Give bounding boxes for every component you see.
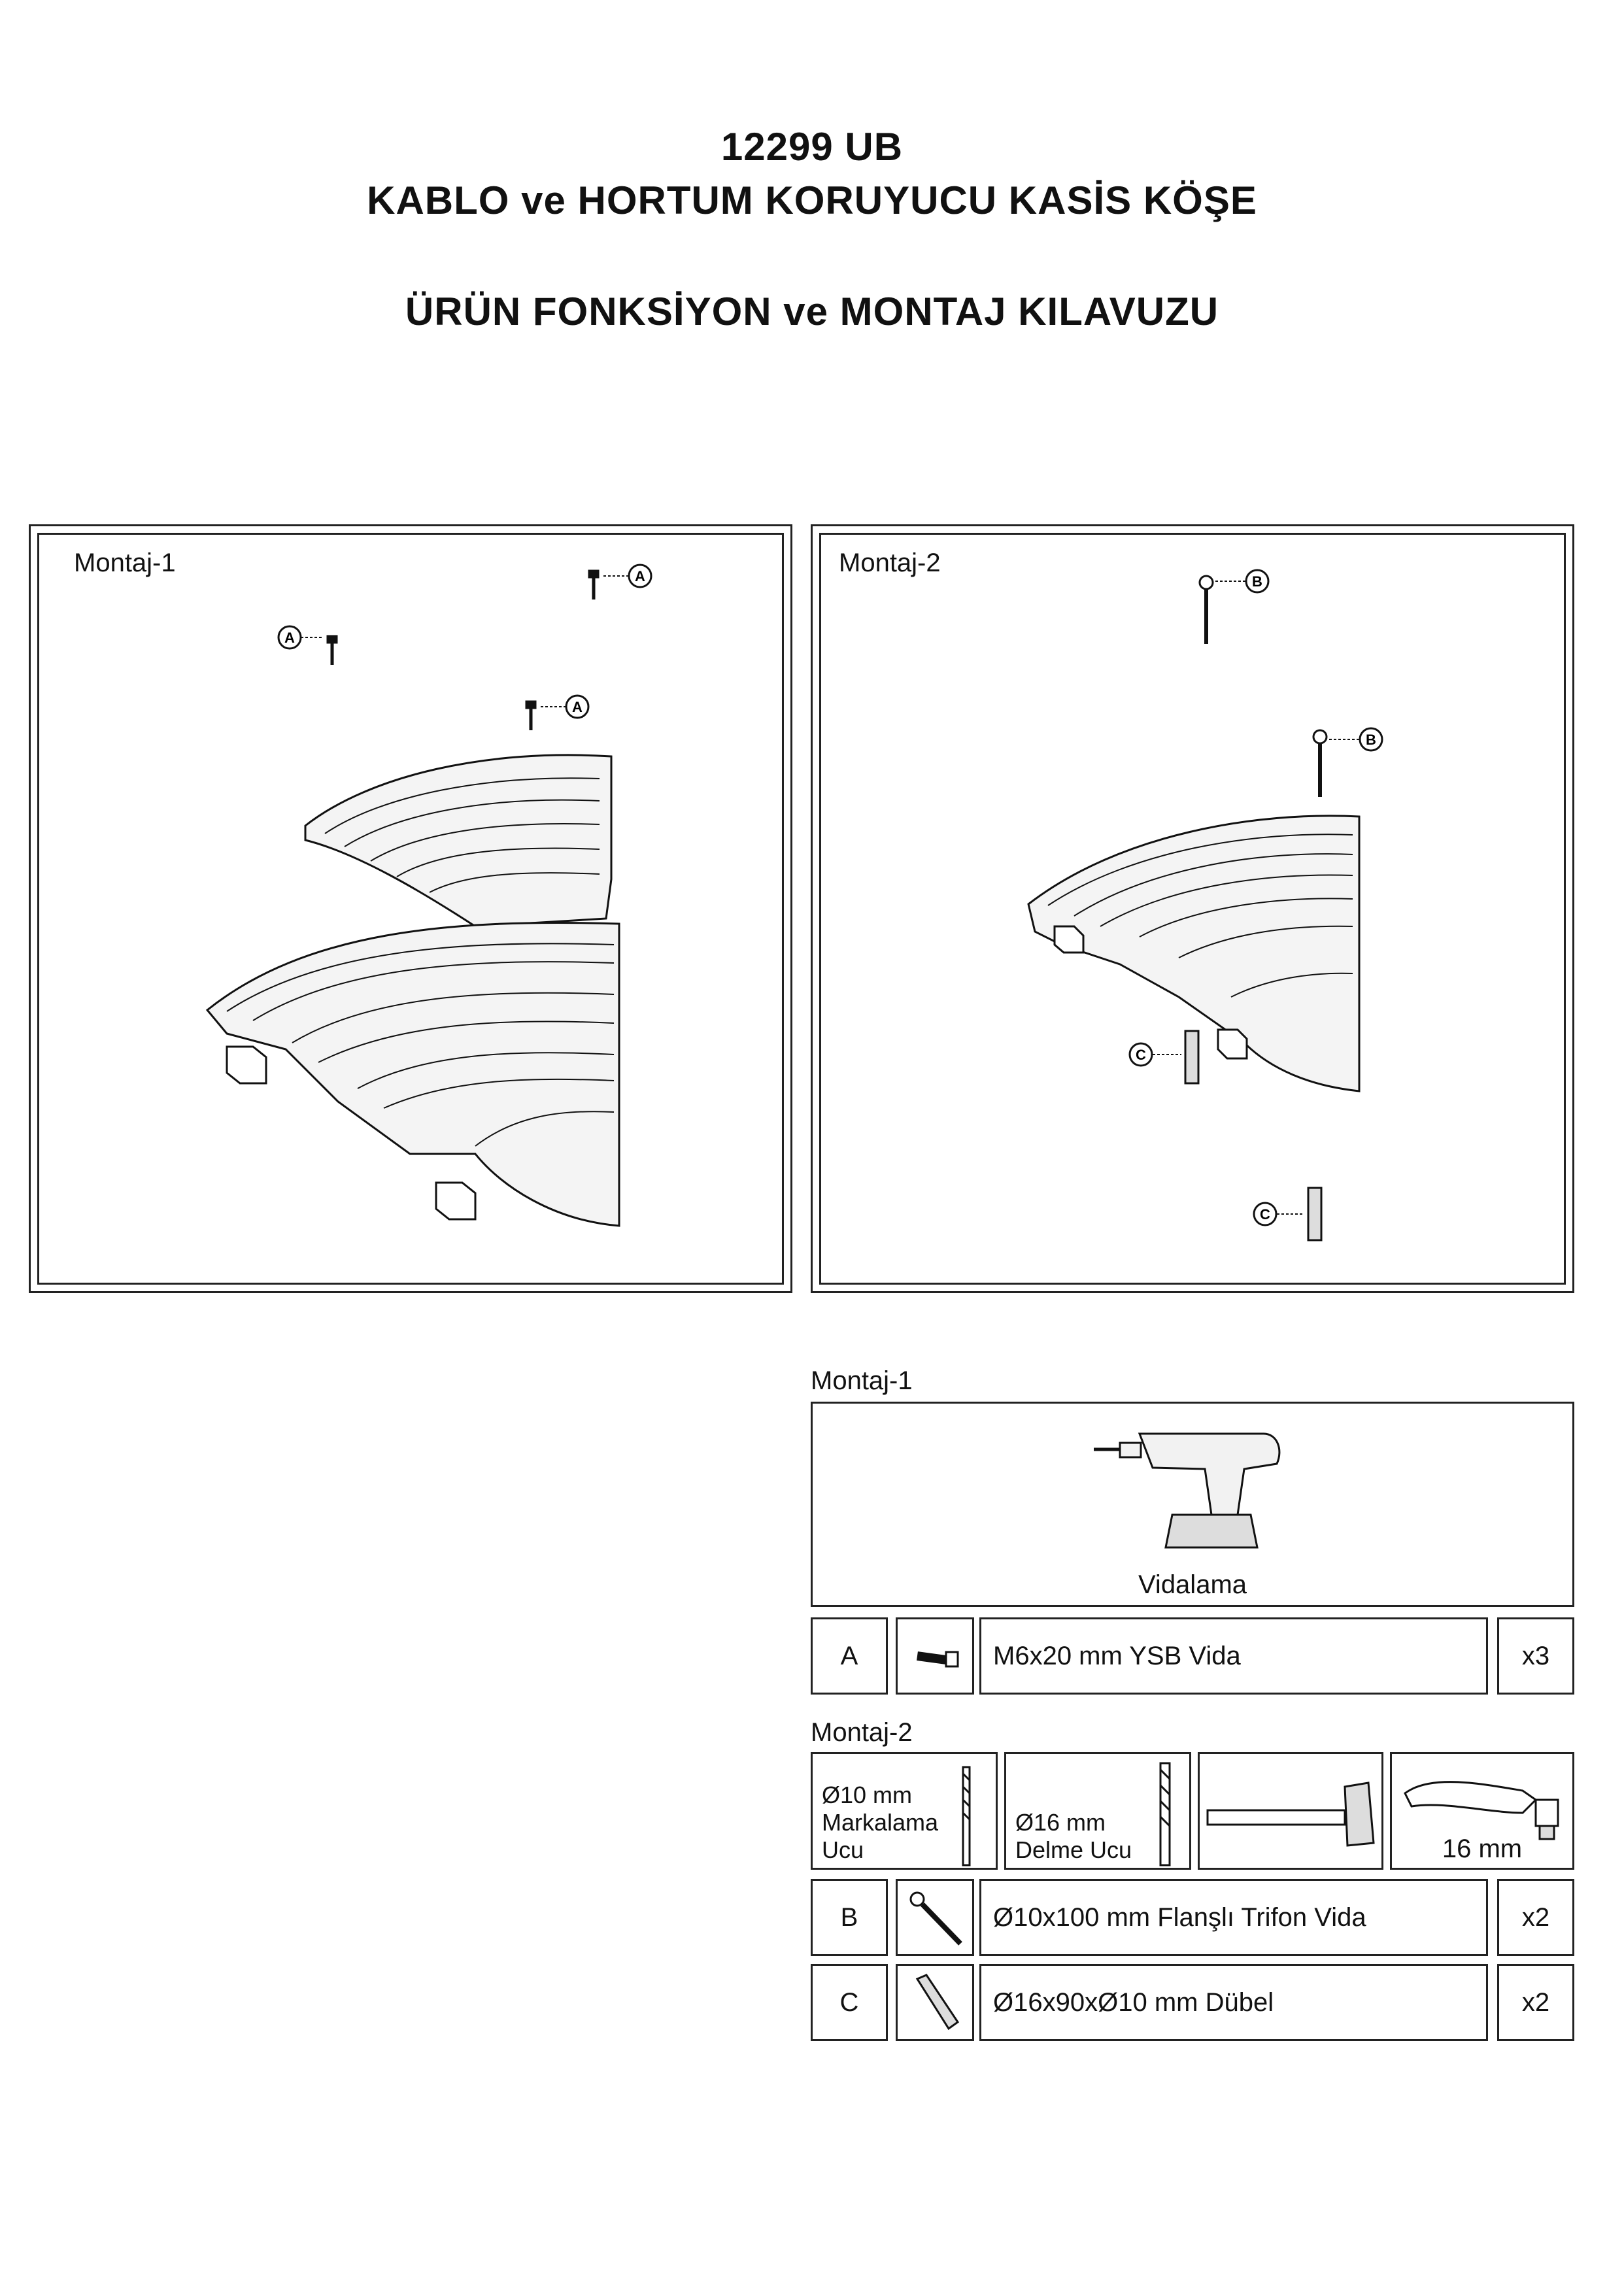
guide-title: ÜRÜN FONKSİYON ve MONTAJ KILAVUZU	[405, 290, 1219, 333]
part-qty-c: x2	[1497, 1964, 1574, 2041]
part-desc-a: M6x20 mm YSB Vida	[979, 1617, 1488, 1695]
part-code-b: B	[811, 1879, 888, 1956]
tool-label: Vidalama	[1138, 1570, 1247, 1599]
tool-hammer	[1198, 1752, 1383, 1870]
callout-c: C	[1136, 1047, 1146, 1063]
tool-line: Markalama	[822, 1809, 939, 1836]
tool-marking-bit	[811, 1752, 998, 1870]
tool-drilling-bit	[1004, 1752, 1191, 1870]
part-code-c: C	[811, 1964, 888, 2041]
product-name: KABLO ve HORTUM KORUYUCU KASİS KÖŞE	[367, 178, 1257, 222]
wall-plug-icon-cell	[896, 1964, 974, 2041]
assembly-panel-1	[29, 524, 792, 1293]
part-desc-b: Ø10x100 mm Flanşlı Trifon Vida	[979, 1879, 1488, 1956]
callout-b: B	[1366, 732, 1376, 748]
panel-label-montaj-1: Montaj-1	[74, 549, 176, 577]
tool-ratchet	[1390, 1752, 1574, 1870]
callout-a: A	[572, 699, 583, 715]
callout-a: A	[635, 568, 645, 584]
hammer-icon	[1200, 1754, 1385, 1872]
part-qty-b: x2	[1497, 1879, 1574, 1956]
flanged-screw-icon	[898, 1881, 976, 1958]
panel-label-montaj-2: Montaj-2	[839, 549, 941, 577]
callout-b: B	[1252, 573, 1262, 590]
assembly-panel-2	[811, 524, 1574, 1293]
tool-label: 16 mm	[1442, 1834, 1523, 1863]
tool-box-screwdriving	[811, 1402, 1574, 1607]
tool-line: Ucu	[822, 1836, 864, 1863]
parts-section-montaj-2: Montaj-2	[811, 1718, 913, 1747]
part-qty-a: x3	[1497, 1617, 1574, 1695]
exploded-diagram-1	[31, 526, 794, 1295]
bolt-icon-cell	[896, 1617, 974, 1695]
tool-line: Delme Ucu	[1015, 1836, 1132, 1863]
wall-plug-icon	[898, 1966, 976, 2043]
part-code-a: A	[811, 1617, 888, 1695]
bolt-icon	[898, 1619, 976, 1697]
screw-icon	[1200, 576, 1327, 797]
corner-base-piece	[207, 922, 619, 1226]
parts-section-montaj-1: Montaj-1	[811, 1366, 913, 1395]
part-desc-c: Ø16x90xØ10 mm Dübel	[979, 1964, 1488, 2041]
flanged-screw-icon-cell	[896, 1879, 974, 1956]
tool-line: Ø10 mm	[822, 1781, 913, 1808]
callout-a: A	[284, 630, 295, 646]
callout-c: C	[1260, 1206, 1270, 1223]
exploded-diagram-2	[813, 526, 1576, 1295]
screw-icon	[328, 571, 598, 730]
corner-cover-piece	[305, 755, 611, 926]
product-code: 12299 UB	[720, 125, 904, 169]
tool-line: Ø16 mm	[1015, 1809, 1106, 1836]
